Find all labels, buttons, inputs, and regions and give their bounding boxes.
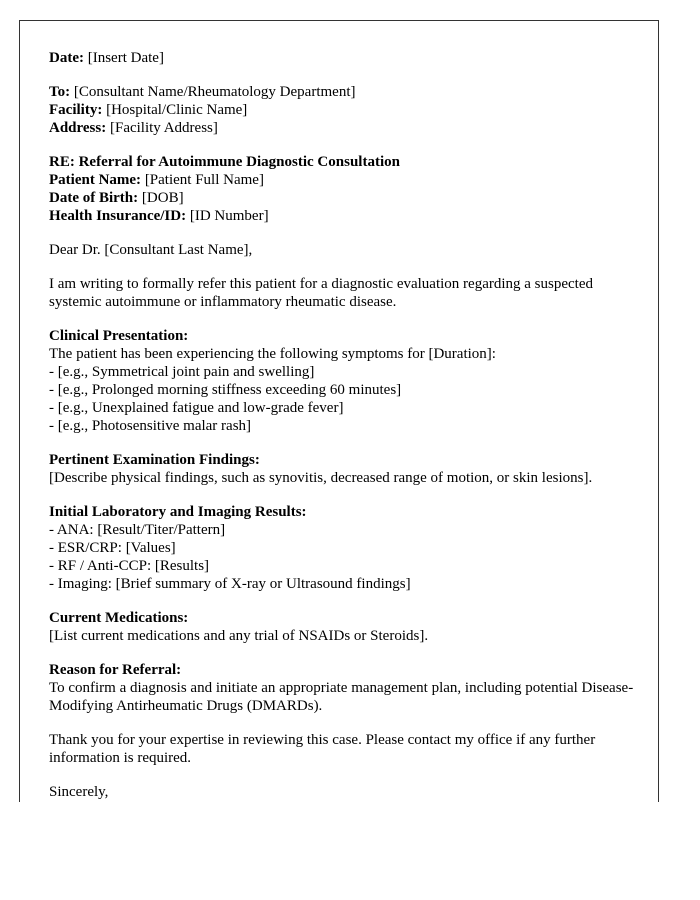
reason-section: Reason for Referral: To confirm a diagnosis and initiate an appropriate management plan, including potential Disease-Modifying Antirheumatic Drugs (DMARDs).: [49, 661, 638, 715]
subject-line: RE: Referral for Autoimmune Diagnostic Consultation: [49, 154, 400, 170]
address-line: Address: [Facility Address]: [49, 120, 218, 136]
signoff: Sincerely,: [49, 784, 109, 800]
list-item: - ESR/CRP: [Values]: [49, 540, 176, 556]
re-block: [49, 153, 638, 225]
closing-paragraph: Thank you for your expertise in reviewing this case. Please contact my office if any further information is required.: [49, 732, 596, 766]
intro-paragraph: I am writing to formally refer this patient for a diagnostic evaluation regarding a suspected systemic autoimmune or inflammatory rheumatic disease.: [49, 276, 593, 310]
section-heading: Current Medications:: [49, 610, 189, 626]
section-heading: Clinical Presentation:: [49, 328, 189, 344]
list-item: - [e.g., Unexplained fatigue and low-grade fever]: [49, 400, 344, 416]
list-item: - ANA: [Result/Titer/Pattern]: [49, 522, 226, 538]
to-line: To: [Consultant Name/Rheumatology Department]: [49, 84, 356, 100]
letter-page: [19, 20, 659, 802]
section-heading: Pertinent Examination Findings:: [49, 452, 260, 468]
facility-line: Facility: [Hospital/Clinic Name]: [49, 102, 248, 118]
section-heading: Reason for Referral:: [49, 662, 182, 678]
clinical-section: Clinical Presentation: The patient has been experiencing the following symptoms for [Duration]: - [e.g., Symmetrical joint pain and swelling] - [e.g., Prolonged morning stiffness exceeding 60 minutes] - [e.g., Unexplained fatigue and low-grade fever] - [e.g., Photosensitive malar rash]: [49, 327, 638, 435]
salutation: Dear Dr. [Consultant Last Name],: [49, 242, 253, 258]
exam-section: Pertinent Examination Findings: [Describe physical findings, such as synovitis, decreased range of motion, or skin lesions].: [49, 451, 638, 487]
recipient-block: [49, 83, 638, 137]
list-item: - [e.g., Prolonged morning stiffness exceeding 60 minutes]: [49, 382, 402, 398]
patient-line: Patient Name: [Patient Full Name]: [49, 172, 264, 188]
list-item: - [e.g., Symmetrical joint pain and swelling]: [49, 364, 315, 380]
labs-section: [49, 503, 638, 593]
list-item: - [e.g., Photosensitive malar rash]: [49, 418, 252, 434]
date-line: Date: [Insert Date]: [49, 50, 164, 66]
meds-section: Current Medications: [List current medications and any trial of NSAIDs or Steroids].: [49, 609, 638, 645]
insurance-line: Health Insurance/ID: [ID Number]: [49, 208, 269, 224]
section-heading: Initial Laboratory and Imaging Results:: [49, 504, 307, 520]
dob-line: Date of Birth: [DOB]: [49, 190, 184, 206]
list-item: - Imaging: [Brief summary of X-ray or Ultrasound findings]: [49, 576, 411, 592]
list-item: - RF / Anti-CCP: [Results]: [49, 558, 210, 574]
